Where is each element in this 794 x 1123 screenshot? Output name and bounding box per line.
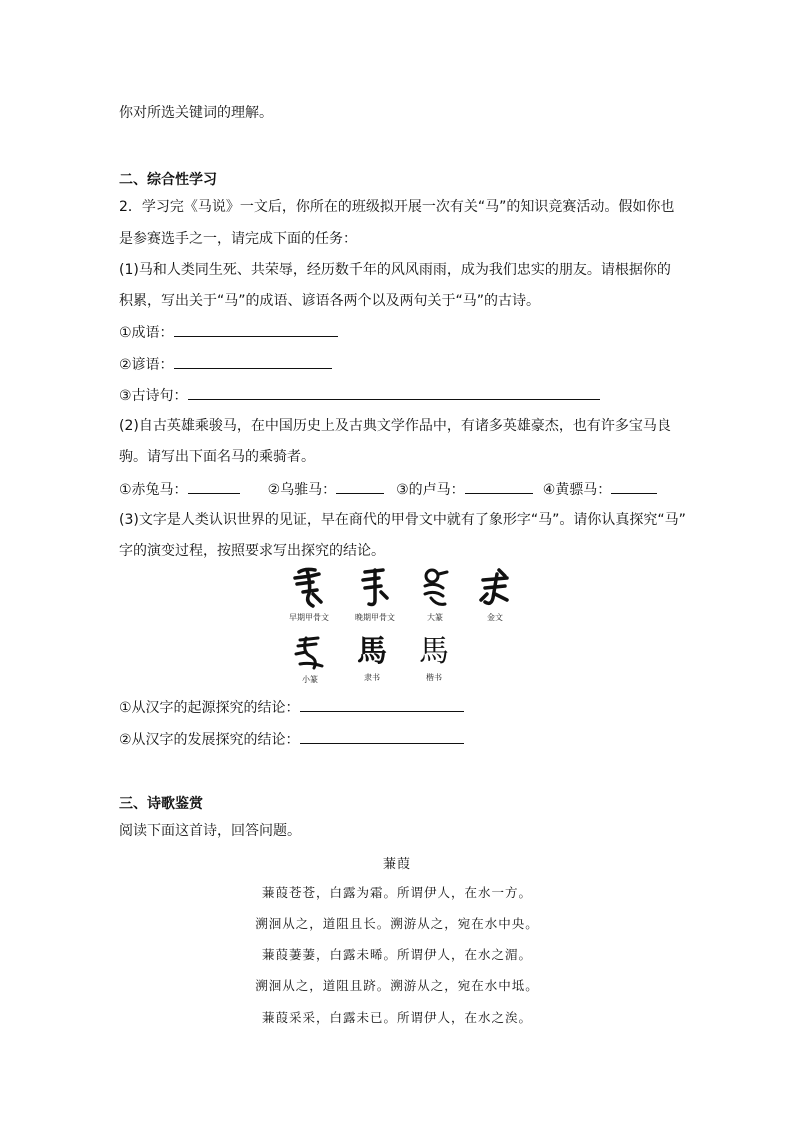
jinwen-horse-glyph [475,566,515,610]
dazhuan-caption: 大篆 [427,613,443,622]
q2-line1: 2．学习完《马说》一文后，你所在的班级拟开展一次有关“马”的知识竞赛活动。假如你也 [119,199,675,215]
poem-line: 溯洄从之，道阻且跻。溯游从之，宛在水中坻。 [255,978,539,993]
develop-conclusion-row [119,729,464,750]
section3-instruction: 阅读下面这首诗，回答问题。 [119,823,301,839]
intro-tail: 你对所选关键词的理解。 [119,105,273,121]
idiom-answer-blank[interactable] [174,322,338,337]
section3-heading: 三、诗歌鉴赏 [119,796,203,812]
q2-line2: 是参赛选手之一，请完成下面的任务： [119,231,357,247]
origin-conclusion-label: ①从汉字的起源探究的结论： [119,700,300,716]
jinwen-caption: 金文 [487,613,503,622]
kaishu-horse-char: 馬 [419,634,449,669]
dazhuan-horse-glyph [417,566,453,610]
part2-line2: 驹。请写出下面名马的乘骑者。 [119,449,315,465]
part3-line1: (3)文字是人类认识世界的见证，早在商代的甲骨文中就有了象形字“马”。请你认真探究“马” [119,512,686,528]
poem-line-label: ③古诗句： [119,388,188,404]
horse-rider-row [119,479,657,500]
proverb-row [119,354,332,375]
glyph-jinwen [470,566,520,623]
early-oracle-horse-glyph [289,566,329,610]
part3-line2: 字的演变过程，按照要求写出探究的结论。 [119,543,385,559]
proverb-label: ②谚语： [119,357,174,373]
poem-line: 蒹葭苍苍，白露为霜。所谓伊人，在水一方。 [261,885,532,900]
kaishu-caption: 楷书 [426,673,442,682]
glyph-dazhuan [410,566,460,623]
poem-line-row [119,385,600,406]
horse-dilu-label: ③的卢马： [396,482,465,498]
glyph-late-oracle [345,566,405,623]
horse-red-hare-blank[interactable] [188,479,240,494]
xiaozhuan-caption: 小篆 [302,675,318,684]
glyph-early-oracle [279,566,339,623]
poem-line-answer-blank[interactable] [188,385,600,400]
glyph-xiaozhuan [290,634,330,685]
part1-line1: (1)马和人类同生死、共荣辱，经历数千年的风风雨雨，成为我们忠实的朋友。请根据你的 [119,262,671,278]
poem-line: 溯洄从之，道阻且长。溯游从之，宛在水中央。 [255,916,539,931]
horse-black-steed-blank[interactable] [336,479,384,494]
develop-conclusion-blank[interactable] [300,729,464,744]
part2-line1: (2)自古英雄乘骏马，在中国历史上及古典文学作品中，有诸多英雄豪杰，也有许多宝马良 [119,418,671,434]
poem-line: 蒹葭萋萋，白露未晞。所谓伊人，在水之湄。 [261,947,532,962]
early-oracle-caption: 早期甲骨文 [289,613,329,622]
lishu-caption: 隶书 [364,673,380,682]
glyph-lishu [350,634,394,683]
late-oracle-horse-glyph [355,566,395,610]
horse-yellow-steed-blank[interactable] [611,479,657,494]
horse-red-hare-label: ①赤兔马： [119,482,188,498]
origin-conclusion-blank[interactable] [300,697,464,712]
idiom-label: ①成语： [119,325,174,341]
poem-line: 蒹葭采采，白露未已。所谓伊人，在水之涘。 [261,1010,532,1025]
idiom-row [119,322,338,343]
section2-heading: 二、综合性学习 [119,172,217,188]
horse-yellow-steed-label: ④黄骠马： [542,482,612,498]
develop-conclusion-label: ②从汉字的发展探究的结论： [119,732,300,748]
proverb-answer-blank[interactable] [174,354,332,369]
glyph-kaishu [412,634,456,683]
origin-conclusion-row [119,697,464,718]
lishu-horse-char: 馬 [357,634,387,669]
late-oracle-caption: 晚期甲骨文 [355,613,395,622]
xiaozhuan-horse-glyph [292,634,328,672]
horse-dilu-blank[interactable] [465,479,533,494]
horse-black-steed-label: ②乌骓马： [267,482,337,498]
part1-line2: 积累，写出关于“马”的成语、谚语各两个以及两句关于“马”的古诗。 [119,293,541,309]
poem-title: 蒹葭 [382,857,411,872]
